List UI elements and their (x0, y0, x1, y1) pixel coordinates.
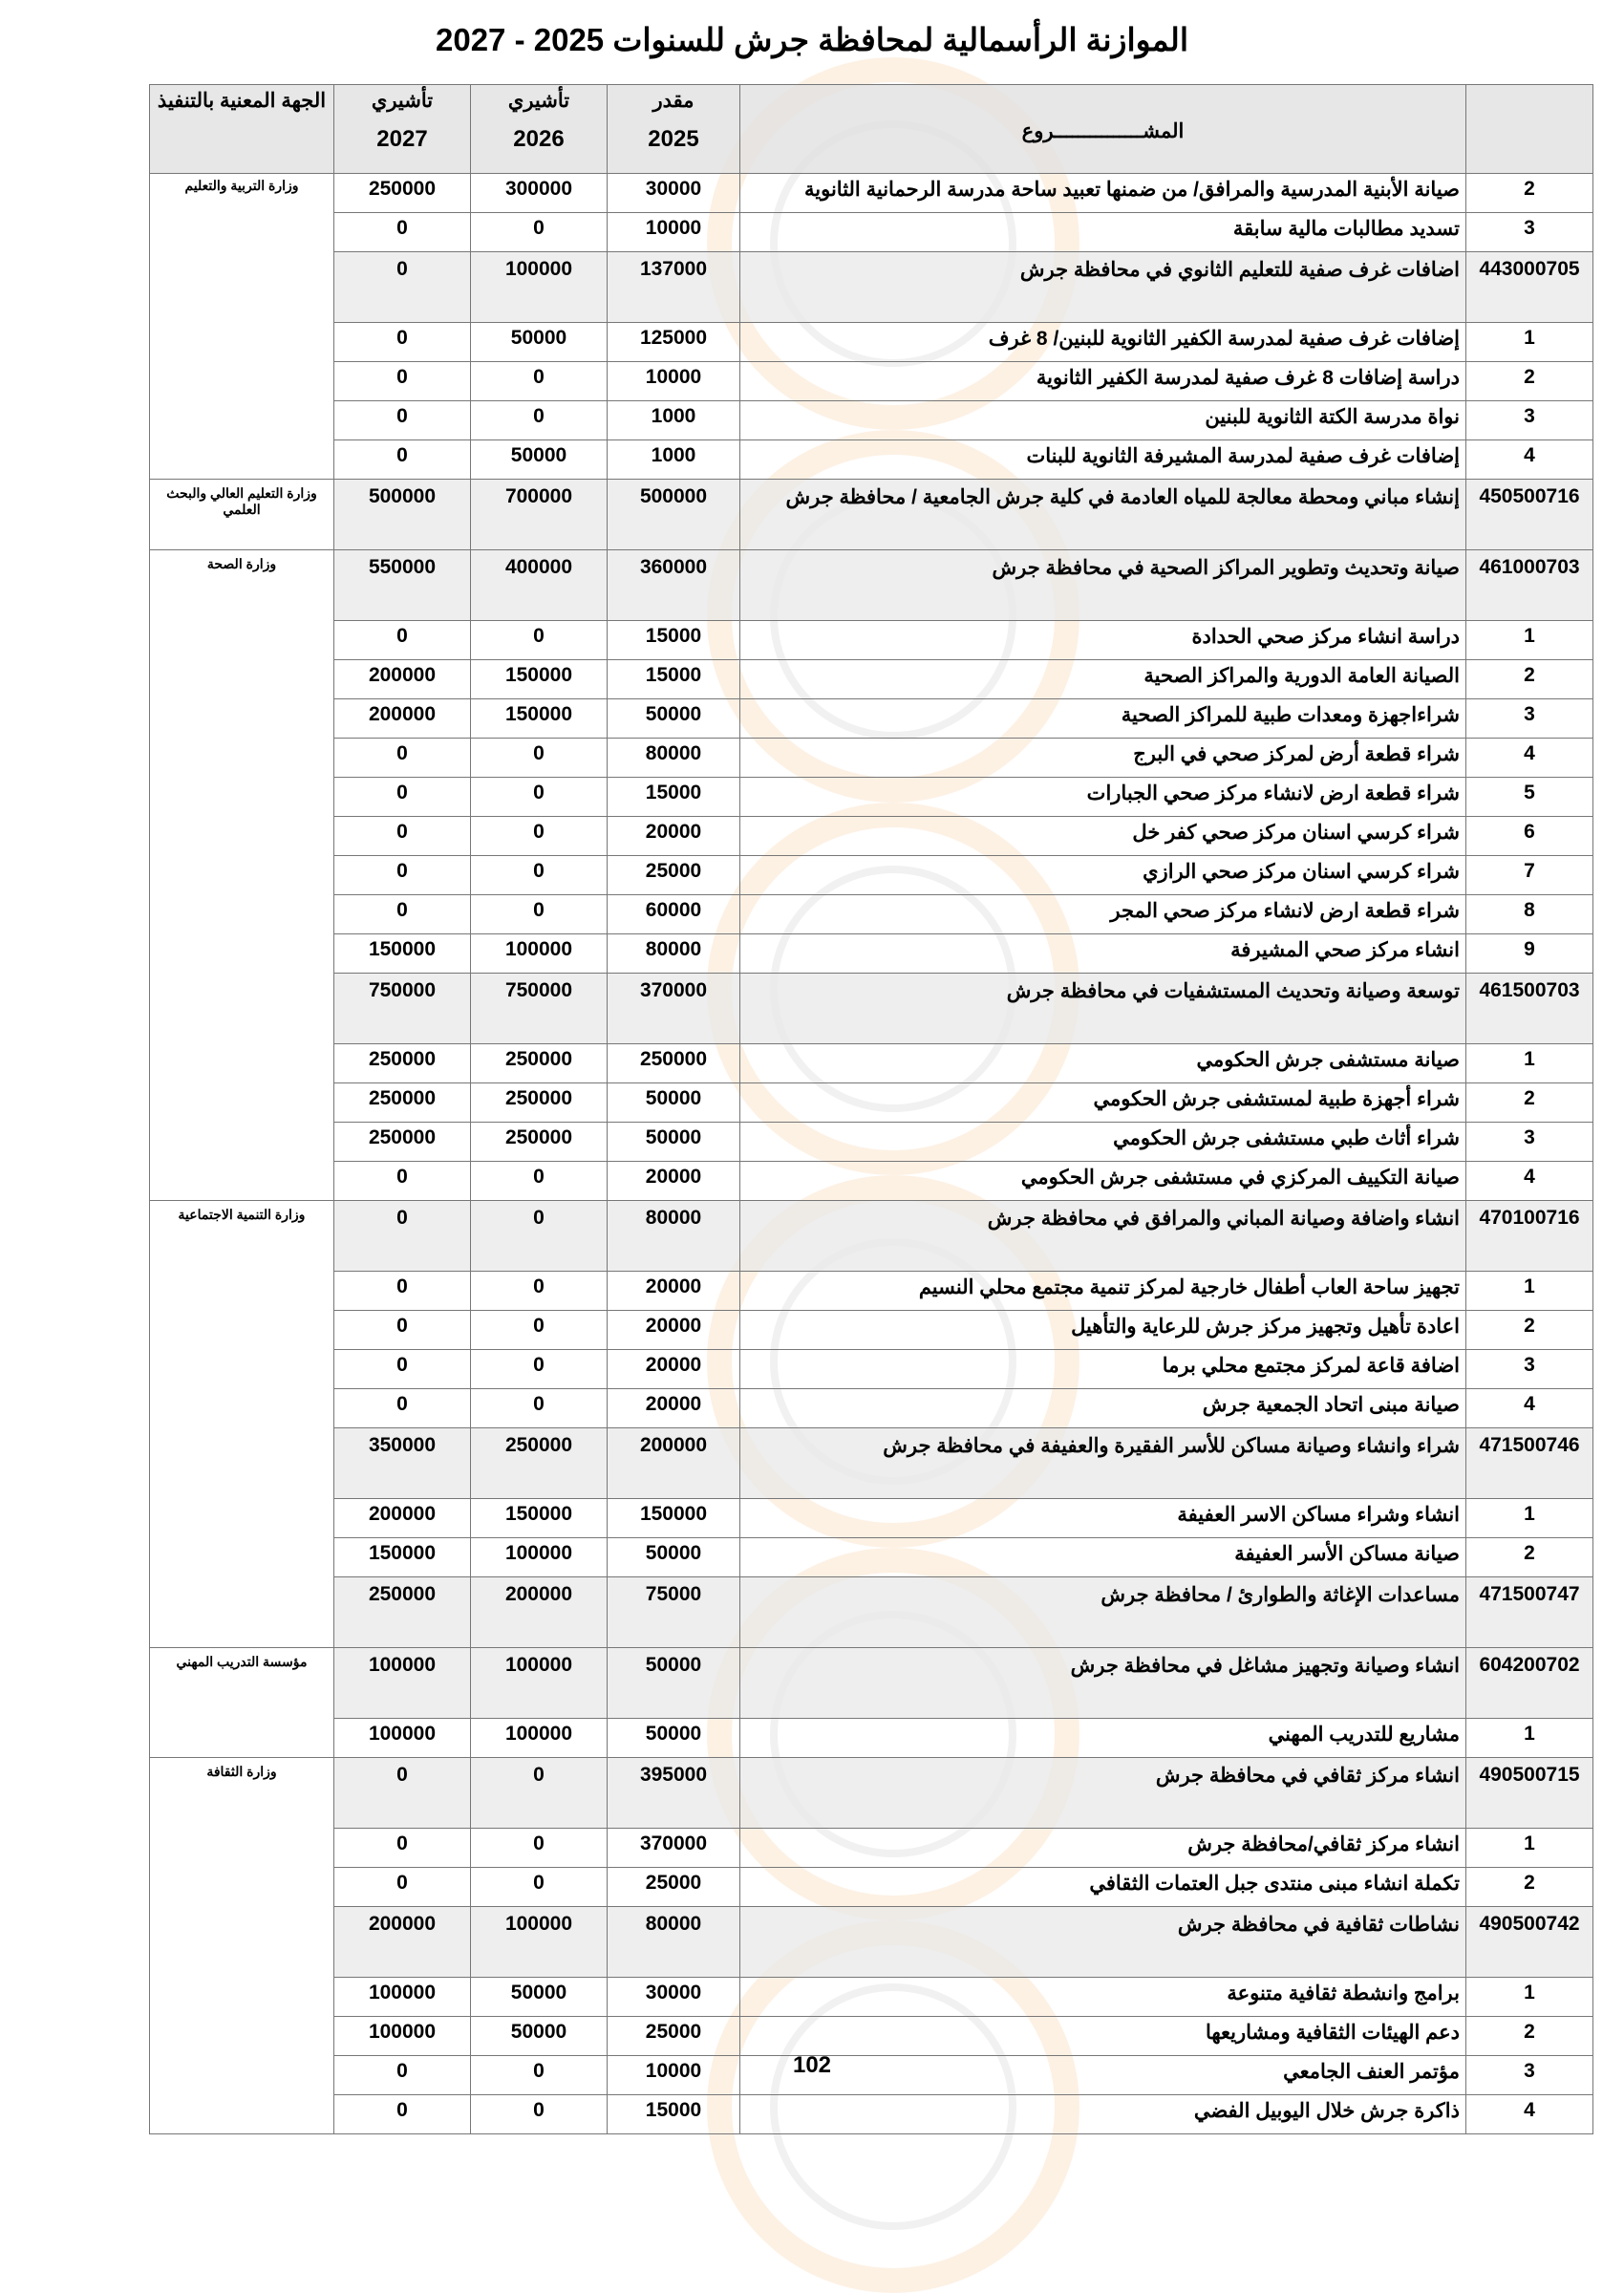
project-name: الصيانة العامة الدورية والمراكز الصحية (740, 660, 1466, 699)
value-2025: 150000 (608, 1499, 740, 1538)
item-row (150, 1868, 1593, 1907)
value-2026: 0 (471, 401, 608, 440)
project-number: 2 (1466, 1868, 1593, 1907)
value-2027: 0 (334, 778, 471, 817)
value-2025: 20000 (608, 1162, 740, 1201)
value-2025: 20000 (608, 1350, 740, 1389)
value-2025: 75000 (608, 1577, 740, 1648)
value-2025: 200000 (608, 1428, 740, 1499)
project-row (150, 1648, 1593, 1719)
value-2025: 20000 (608, 1311, 740, 1350)
value-2027: 100000 (334, 1719, 471, 1758)
value-2026: 100000 (471, 1538, 608, 1577)
value-2026: 750000 (471, 974, 608, 1044)
value-2025: 50000 (608, 699, 740, 739)
value-2027: 250000 (334, 1123, 471, 1162)
value-2027: 0 (334, 1272, 471, 1311)
project-number: 490500742 (1466, 1907, 1593, 1978)
value-2025: 15000 (608, 660, 740, 699)
header-2027-year: 2027 (376, 126, 428, 152)
project-name: شراء قطعة ارض لانشاء مركز صحي المجر (740, 895, 1466, 934)
value-2026: 50000 (471, 1978, 608, 2017)
value-2026: 50000 (471, 323, 608, 362)
item-row (150, 1389, 1593, 1428)
project-name: شراء وانشاء وصيانة مساكن للأسر الفقيرة والعفيفة في محافظة جرش (740, 1428, 1466, 1499)
project-number: 461500703 (1466, 974, 1593, 1044)
value-2027: 0 (334, 362, 471, 401)
value-2027: 150000 (334, 934, 471, 974)
header-2027-label: تأشيري (371, 90, 434, 112)
value-2025: 15000 (608, 621, 740, 660)
value-2026: 0 (471, 621, 608, 660)
item-row (150, 323, 1593, 362)
item-row (150, 1044, 1593, 1083)
value-2025: 370000 (608, 974, 740, 1044)
value-2025: 15000 (608, 2095, 740, 2134)
value-2026: 0 (471, 213, 608, 252)
project-name: اضافات غرف صفية للتعليم الثانوي في محافظة جرش (740, 252, 1466, 323)
header-2026-label: تأشيري (507, 90, 570, 112)
item-row (150, 934, 1593, 974)
project-name: ذاكرة جرش خلال اليوبيل الفضي (740, 2095, 1466, 2134)
value-2025: 125000 (608, 323, 740, 362)
project-number: 461000703 (1466, 550, 1593, 621)
project-number: 443000705 (1466, 252, 1593, 323)
item-row (150, 401, 1593, 440)
project-number: 7 (1466, 856, 1593, 895)
value-2027: 200000 (334, 1907, 471, 1978)
table-header-row (150, 85, 1593, 174)
value-2025: 25000 (608, 1868, 740, 1907)
value-2026: 250000 (471, 1044, 608, 1083)
value-2027: 0 (334, 817, 471, 856)
project-number: 4 (1466, 1389, 1593, 1428)
value-2026: 150000 (471, 660, 608, 699)
project-name: شراء كرسي اسنان مركز صحي كفر خل (740, 817, 1466, 856)
project-number: 1 (1466, 1829, 1593, 1868)
value-2027: 550000 (334, 550, 471, 621)
header-2026-year: 2026 (513, 126, 565, 152)
value-2026: 0 (471, 2095, 608, 2134)
value-2026: 0 (471, 1758, 608, 1829)
project-number: 450500716 (1466, 480, 1593, 550)
value-2027: 0 (334, 1758, 471, 1829)
value-2025: 370000 (608, 1829, 740, 1868)
executing-entity: وزارة الثقافة (150, 1758, 334, 2134)
value-2026: 250000 (471, 1428, 608, 1499)
value-2025: 15000 (608, 778, 740, 817)
project-name: مشاريع للتدريب المهني (740, 1719, 1466, 1758)
value-2025: 80000 (608, 1201, 740, 1272)
value-2025: 30000 (608, 174, 740, 213)
project-row (150, 974, 1593, 1044)
value-2026: 0 (471, 1201, 608, 1272)
project-name: انشاء مركز صحي المشيرفة (740, 934, 1466, 974)
value-2027: 0 (334, 401, 471, 440)
header-project (740, 85, 1466, 174)
project-name: إضافات غرف صفية لمدرسة الكفير الثانوية للبنين/ 8 غرف (740, 323, 1466, 362)
value-2025: 137000 (608, 252, 740, 323)
header-2026 (471, 85, 608, 174)
project-name: برامج وانشطة ثقافية متنوعة (740, 1978, 1466, 2017)
value-2025: 80000 (608, 934, 740, 974)
value-2025: 395000 (608, 1758, 740, 1829)
project-number: 1 (1466, 323, 1593, 362)
value-2027: 100000 (334, 1648, 471, 1719)
project-number: 4 (1466, 739, 1593, 778)
project-number: 2 (1466, 362, 1593, 401)
project-number: 3 (1466, 699, 1593, 739)
project-name: شراء كرسي اسنان مركز صحي الرازي (740, 856, 1466, 895)
header-2025 (608, 85, 740, 174)
project-name: إضافات غرف صفية لمدرسة المشيرفة الثانوية للبنات (740, 440, 1466, 480)
value-2026: 0 (471, 778, 608, 817)
project-number: 8 (1466, 895, 1593, 934)
item-row (150, 440, 1593, 480)
value-2025: 30000 (608, 1978, 740, 2017)
project-number: 2 (1466, 2017, 1593, 2056)
project-number: 490500715 (1466, 1758, 1593, 1829)
project-name: صيانة وتحديث وتطوير المراكز الصحية في محافظة جرش (740, 550, 1466, 621)
value-2025: 50000 (608, 1123, 740, 1162)
executing-entity: وزارة التعليم العالي والبحث العلمي (150, 480, 334, 550)
value-2025: 10000 (608, 213, 740, 252)
project-name: نواة مدرسة الكتة الثانوية للبنين (740, 401, 1466, 440)
value-2026: 0 (471, 1389, 608, 1428)
item-row (150, 699, 1593, 739)
project-name: انشاء واضافة وصيانة المباني والمرافق في محافظة جرش (740, 1201, 1466, 1272)
value-2027: 0 (334, 1201, 471, 1272)
project-number: 9 (1466, 934, 1593, 974)
project-name: مؤتمر العنف الجامعي (740, 2056, 1466, 2095)
project-name: إنشاء مباني ومحطة معالجة للمياه العادمة في كلية جرش الجامعية / محافظة جرش (740, 480, 1466, 550)
value-2025: 50000 (608, 1719, 740, 1758)
value-2027: 500000 (334, 480, 471, 550)
value-2026: 400000 (471, 550, 608, 621)
project-number: 471500747 (1466, 1577, 1593, 1648)
value-2025: 10000 (608, 362, 740, 401)
project-name: تسديد مطالبات مالية سابقة (740, 213, 1466, 252)
item-row (150, 817, 1593, 856)
value-2026: 100000 (471, 252, 608, 323)
value-2026: 250000 (471, 1123, 608, 1162)
value-2026: 150000 (471, 699, 608, 739)
value-2027: 200000 (334, 699, 471, 739)
header-2027 (334, 85, 471, 174)
value-2027: 100000 (334, 1978, 471, 2017)
project-name: صيانة مستشفى جرش الحكومي (740, 1044, 1466, 1083)
header-2025-label: مقدر (652, 90, 694, 112)
value-2026: 0 (471, 739, 608, 778)
project-number: 1 (1466, 1272, 1593, 1311)
item-row (150, 1272, 1593, 1311)
item-row (150, 1719, 1593, 1758)
value-2027: 150000 (334, 1538, 471, 1577)
item-row (150, 213, 1593, 252)
project-number: 3 (1466, 1350, 1593, 1389)
value-2026: 0 (471, 1272, 608, 1311)
project-name: صيانة مبنى اتحاد الجمعية جرش (740, 1389, 1466, 1428)
item-row (150, 1162, 1593, 1201)
executing-entity: وزارة التنمية الاجتماعية (150, 1201, 334, 1648)
project-number: 1 (1466, 1978, 1593, 2017)
project-number: 2 (1466, 1538, 1593, 1577)
project-row (150, 1907, 1593, 1978)
value-2027: 200000 (334, 1499, 471, 1538)
value-2026: 0 (471, 1162, 608, 1201)
value-2027: 0 (334, 895, 471, 934)
value-2027: 350000 (334, 1428, 471, 1499)
value-2027: 0 (334, 856, 471, 895)
value-2027: 0 (334, 2056, 471, 2095)
value-2026: 0 (471, 1868, 608, 1907)
value-2026: 150000 (471, 1499, 608, 1538)
value-2026: 0 (471, 1350, 608, 1389)
item-row (150, 856, 1593, 895)
page-title: الموازنة الرأسمالية لمحافظة جرش للسنوات 2025 - 2027 (435, 22, 1188, 57)
budget-table (149, 84, 1593, 2134)
value-2025: 20000 (608, 817, 740, 856)
project-name: شراء قطعة ارض لانشاء مركز صحي الجبارات (740, 778, 1466, 817)
value-2027: 100000 (334, 2017, 471, 2056)
project-name: اضافة قاعة لمركز مجتمع محلي برما (740, 1350, 1466, 1389)
project-number: 1 (1466, 1499, 1593, 1538)
project-name: دراسة انشاء مركز صحي الحدادة (740, 621, 1466, 660)
project-name: اعادة تأهيل وتجهيز مركز جرش للرعاية والتأهيل (740, 1311, 1466, 1350)
project-name: انشاء وشراء مساكن الاسر العفيفة (740, 1499, 1466, 1538)
project-name: دراسة إضافات 8 غرف صفية لمدرسة الكفير الثانوية (740, 362, 1466, 401)
value-2025: 80000 (608, 739, 740, 778)
value-2027: 0 (334, 1350, 471, 1389)
value-2025: 50000 (608, 1538, 740, 1577)
value-2026: 100000 (471, 1648, 608, 1719)
project-name: شراء قطعة أرض لمركز صحي في البرج (740, 739, 1466, 778)
item-row (150, 895, 1593, 934)
project-name: صيانة الأبنية المدرسية والمرافق/ من ضمنها تعبيد ساحة مدرسة الرحمانية الثانوية (740, 174, 1466, 213)
value-2025: 25000 (608, 2017, 740, 2056)
header-2025-year: 2025 (648, 126, 699, 152)
value-2026: 0 (471, 362, 608, 401)
item-row (150, 1350, 1593, 1389)
value-2026: 50000 (471, 440, 608, 480)
value-2027: 0 (334, 1389, 471, 1428)
project-name: مساعدات الإغاثة والطوارئ / محافظة جرش (740, 1577, 1466, 1648)
project-number: 2 (1466, 174, 1593, 213)
project-number: 4 (1466, 440, 1593, 480)
item-row (150, 1978, 1593, 2017)
item-row (150, 1538, 1593, 1577)
table-body (150, 174, 1593, 2134)
project-name: نشاطات ثقافية في محافظة جرش (740, 1907, 1466, 1978)
project-number: 6 (1466, 817, 1593, 856)
value-2025: 25000 (608, 856, 740, 895)
project-row (150, 480, 1593, 550)
item-row (150, 621, 1593, 660)
project-number: 4 (1466, 2095, 1593, 2134)
value-2026: 200000 (471, 1577, 608, 1648)
project-name: دعم الهيئات الثقافية ومشاريعها (740, 2017, 1466, 2056)
value-2026: 50000 (471, 2017, 608, 2056)
item-row (150, 174, 1593, 213)
executing-entity: وزارة الصحة (150, 550, 334, 1201)
value-2025: 500000 (608, 480, 740, 550)
project-number: 470100716 (1466, 1201, 1593, 1272)
value-2027: 250000 (334, 1577, 471, 1648)
value-2027: 250000 (334, 1083, 471, 1123)
project-number: 2 (1466, 1083, 1593, 1123)
project-name: تكملة انشاء مبنى منتدى جبل العتمات الثقافي (740, 1868, 1466, 1907)
item-row (150, 1311, 1593, 1350)
value-2025: 80000 (608, 1907, 740, 1978)
value-2027: 0 (334, 2095, 471, 2134)
value-2026: 700000 (471, 480, 608, 550)
header-number (1466, 85, 1593, 174)
project-number: 2 (1466, 660, 1593, 699)
item-row (150, 1083, 1593, 1123)
value-2026: 100000 (471, 1907, 608, 1978)
item-row (150, 362, 1593, 401)
item-row (150, 778, 1593, 817)
value-2025: 50000 (608, 1083, 740, 1123)
value-2027: 0 (334, 252, 471, 323)
value-2026: 0 (471, 895, 608, 934)
header-project-label: المشـــــــــــــــروع (1021, 119, 1185, 142)
project-number: 2 (1466, 1311, 1593, 1350)
value-2025: 20000 (608, 1389, 740, 1428)
value-2025: 50000 (608, 1648, 740, 1719)
project-number: 471500746 (1466, 1428, 1593, 1499)
value-2025: 60000 (608, 895, 740, 934)
value-2027: 0 (334, 323, 471, 362)
value-2026: 0 (471, 1311, 608, 1350)
project-number: 3 (1466, 401, 1593, 440)
value-2025: 10000 (608, 2056, 740, 2095)
project-name: تجهيز ساحة العاب أطفال خارجية لمركز تنمية مجتمع محلي النسيم (740, 1272, 1466, 1311)
value-2026: 250000 (471, 1083, 608, 1123)
value-2026: 300000 (471, 174, 608, 213)
project-number: 3 (1466, 2056, 1593, 2095)
project-number: 604200702 (1466, 1648, 1593, 1719)
value-2027: 0 (334, 213, 471, 252)
value-2027: 0 (334, 1868, 471, 1907)
value-2026: 100000 (471, 1719, 608, 1758)
value-2026: 100000 (471, 934, 608, 974)
item-row (150, 739, 1593, 778)
project-name: شراءاجهزة ومعدات طبية للمراكز الصحية (740, 699, 1466, 739)
project-row (150, 1201, 1593, 1272)
project-name: انشاء وصيانة وتجهيز مشاغل في محافظة جرش (740, 1648, 1466, 1719)
project-row (150, 1758, 1593, 1829)
page-number: 102 (792, 2052, 832, 2078)
executing-entity: وزارة التربية والتعليم (150, 174, 334, 480)
project-name: شراء أجهزة طبية لمستشفى جرش الحكومي (740, 1083, 1466, 1123)
project-number: 1 (1466, 621, 1593, 660)
value-2025: 360000 (608, 550, 740, 621)
header-entity: الجهة المعنية بالتنفيذ (150, 85, 334, 174)
value-2027: 200000 (334, 660, 471, 699)
executing-entity: مؤسسة التدريب المهني (150, 1648, 334, 1758)
project-row (150, 1577, 1593, 1648)
project-number: 1 (1466, 1044, 1593, 1083)
value-2027: 0 (334, 621, 471, 660)
value-2027: 250000 (334, 1044, 471, 1083)
project-name: صيانة التكييف المركزي في مستشفى جرش الحكومي (740, 1162, 1466, 1201)
value-2027: 750000 (334, 974, 471, 1044)
project-row (150, 1428, 1593, 1499)
item-row (150, 2095, 1593, 2134)
item-row (150, 1499, 1593, 1538)
project-name: انشاء مركز ثقافي/محافظة جرش (740, 1829, 1466, 1868)
value-2026: 0 (471, 817, 608, 856)
value-2027: 250000 (334, 174, 471, 213)
value-2027: 0 (334, 1829, 471, 1868)
item-row (150, 1123, 1593, 1162)
project-number: 3 (1466, 213, 1593, 252)
item-row (150, 2017, 1593, 2056)
project-name: شراء أثاث طبي مستشفى جرش الحكومي (740, 1123, 1466, 1162)
project-number: 1 (1466, 1719, 1593, 1758)
project-row (150, 252, 1593, 323)
item-row (150, 1829, 1593, 1868)
project-name: توسعة وصيانة وتحديث المستشفيات في محافظة جرش (740, 974, 1466, 1044)
project-name: صيانة مساكن الأسر العفيفة (740, 1538, 1466, 1577)
project-number: 3 (1466, 1123, 1593, 1162)
value-2025: 1000 (608, 401, 740, 440)
value-2025: 1000 (608, 440, 740, 480)
value-2027: 0 (334, 1311, 471, 1350)
value-2025: 250000 (608, 1044, 740, 1083)
project-name: انشاء مركز ثقافي في محافظة جرش (740, 1758, 1466, 1829)
project-number: 5 (1466, 778, 1593, 817)
value-2025: 20000 (608, 1272, 740, 1311)
value-2026: 0 (471, 856, 608, 895)
value-2026: 0 (471, 2056, 608, 2095)
project-number: 4 (1466, 1162, 1593, 1201)
value-2026: 0 (471, 1829, 608, 1868)
value-2027: 0 (334, 739, 471, 778)
item-row (150, 660, 1593, 699)
value-2027: 0 (334, 1162, 471, 1201)
value-2027: 0 (334, 440, 471, 480)
project-row (150, 550, 1593, 621)
